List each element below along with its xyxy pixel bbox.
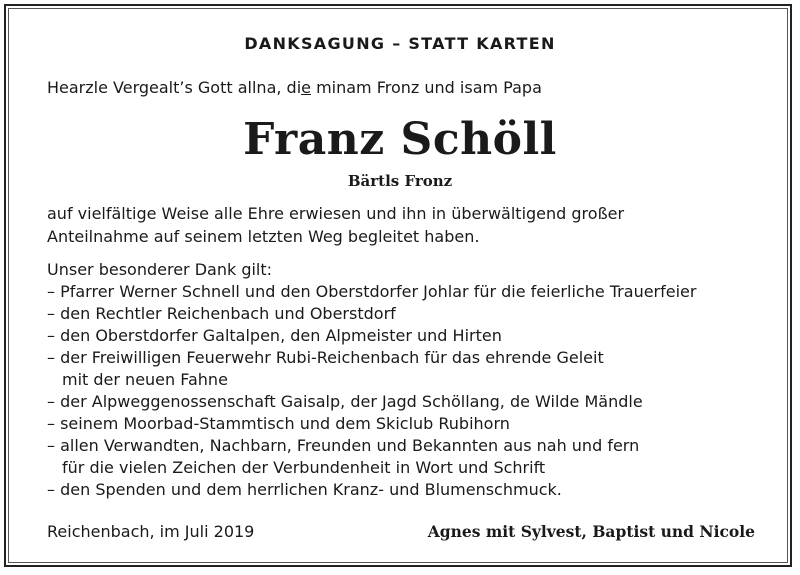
thanks-item: – den Spenden und dem herrlichen Kranz- und Blumenschmuck. bbox=[47, 480, 562, 499]
deceased-nickname: Bärtls Fronz bbox=[347, 172, 453, 190]
intro-before: Hearzle Vergealt’s Gott allna, di bbox=[47, 78, 302, 97]
thanks-title: Unser besonderer Dank gilt: bbox=[47, 260, 273, 279]
thanks-item: – Pfarrer Werner Schnell und den Oberstdorfer Johlar für die feierliche Trauerfeier bbox=[47, 282, 697, 301]
thanks-item: – den Rechtler Reichenbach und Oberstdorf bbox=[47, 304, 396, 323]
deceased-name: Franz Schöll bbox=[243, 114, 557, 165]
intro-after: minam Fronz und isam Papa bbox=[310, 78, 542, 97]
intro-underlined: e bbox=[301, 78, 311, 97]
thanks-item: – der Freiwilligen Feuerwehr Rubi-Reichenbach für das ehrende Geleit bbox=[47, 348, 604, 367]
thanks-item-continuation: für die vielen Zeichen der Verbundenheit in Wort und Schrift bbox=[62, 458, 546, 477]
thanks-item: – seinem Moorbad-Stammtisch und dem Skiclub Rubihorn bbox=[47, 414, 510, 433]
body-paragraph bbox=[47, 202, 624, 248]
intro-line bbox=[47, 78, 542, 97]
notice-heading: DANKSAGUNG – STATT KARTEN bbox=[244, 34, 556, 53]
thanks-item: – allen Verwandten, Nachbarn, Freunden und Bekannten aus nah und fern bbox=[47, 436, 640, 455]
thanks-list bbox=[47, 259, 696, 501]
signers: Agnes mit Sylvest, Baptist und Nicole bbox=[427, 522, 755, 541]
thanks-item: – der Alpweggenossenschaft Gaisalp, der Jagd Schöllang, de Wilde Mändle bbox=[47, 392, 643, 411]
thanks-item: – den Oberstdorfer Galtalpen, den Alpmeister und Hirten bbox=[47, 326, 502, 345]
place-date: Reichenbach, im Juli 2019 bbox=[47, 522, 255, 541]
body-line: Anteilnahme auf seinem letzten Weg begleitet haben. bbox=[47, 227, 480, 246]
thanks-item-continuation: mit der neuen Fahne bbox=[62, 370, 228, 389]
body-line: auf vielfältige Weise alle Ehre erwiesen und ihn in überwältigend großer bbox=[47, 204, 625, 223]
